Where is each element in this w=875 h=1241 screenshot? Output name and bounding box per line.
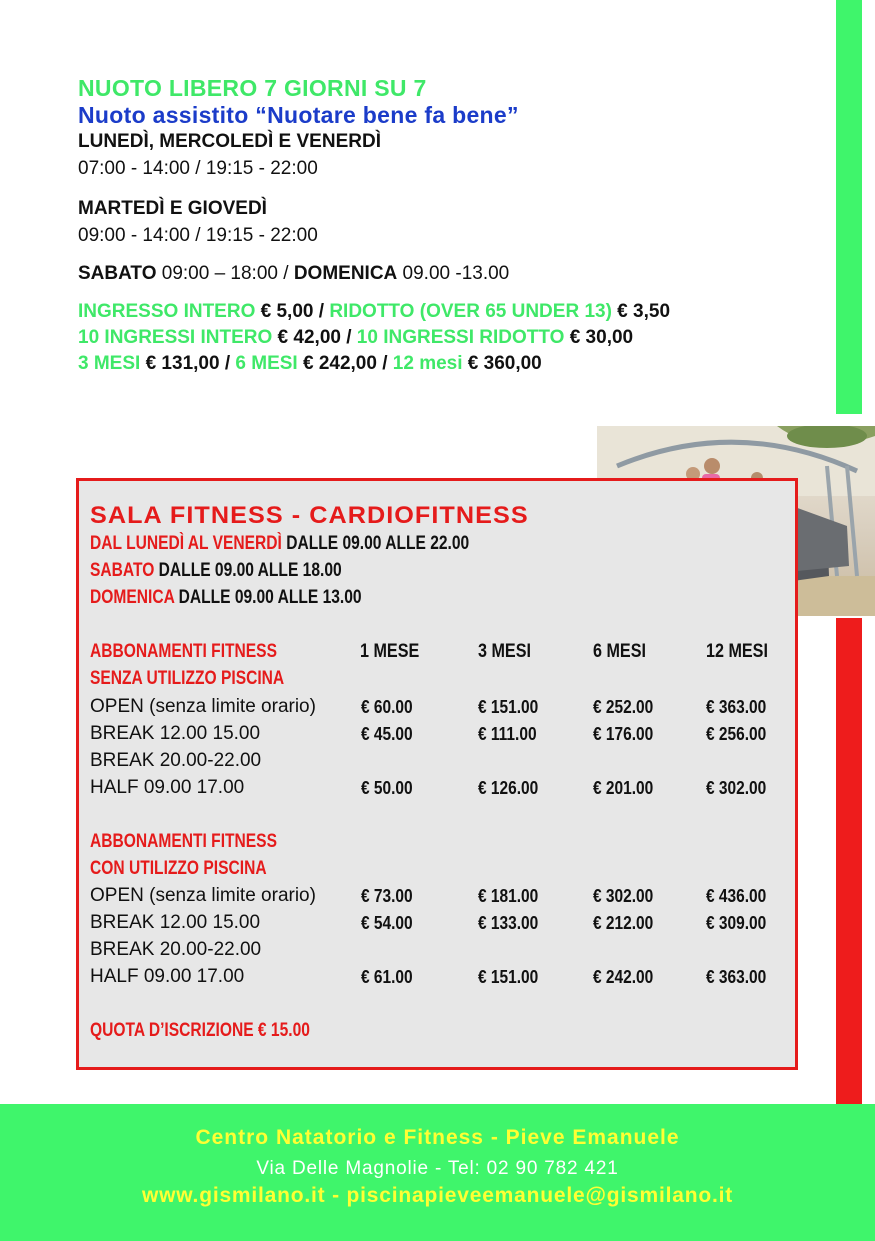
price-value: € 131,00 / [140,353,236,374]
price-value: € 5,00 / [255,301,330,322]
swimming-section [78,74,828,377]
table2-row-label: BREAK 20.00-22.00 [90,939,262,960]
hours-label: DOMENICA [90,587,175,608]
sunday-label: DOMENICA [293,263,398,284]
price-cell: € 302.00 [593,886,654,906]
price-cell: € 60.00 [361,697,413,717]
hours-label: DAL LUNEDÌ AL VENERDÌ [90,533,282,554]
price-cell: € 256.00 [706,724,767,744]
price-cell: € 176.00 [593,724,654,744]
table1-subheading: SENZA UTILIZZO PISCINA [90,668,285,689]
price-cell: € 302.00 [706,778,767,798]
table1-heading: ABBONAMENTI FITNESS [90,641,277,662]
price-cell: € 133.00 [478,913,539,933]
swim-title: NUOTO LIBERO 7 GIORNI SU 7 [78,75,427,101]
weekend-hours [78,261,828,287]
column-header-1-mese: 1 MESE [360,641,420,662]
price-cell: € 363.00 [706,697,767,717]
table1-row-label: BREAK 12.00 15.00 [90,723,261,744]
price-cell: € 212.00 [593,913,654,933]
price-value: € 360,00 [462,353,542,374]
price-cell: € 242.00 [593,967,654,987]
hours-value: DALLE 09.00 ALLE 22.00 [281,533,470,554]
price-cell: € 73.00 [361,886,413,906]
price-cell: € 363.00 [706,967,767,987]
table2-row-label: BREAK 12.00 15.00 [90,912,261,933]
price-line-1 [78,299,828,325]
days2-hours: 09:00 - 14:00 / 19:15 - 22:00 [78,225,318,246]
price-value: € 30,00 [564,327,634,348]
price-cell: € 201.00 [593,778,654,798]
price-line-2 [78,325,828,351]
price-cell: € 436.00 [706,886,767,906]
swim-subtitle: Nuoto assistito “Nuotare bene fa bene” [78,102,519,128]
price-cell: € 151.00 [478,967,539,987]
saturday-label: SABATO [78,263,157,284]
price-cell: € 252.00 [593,697,654,717]
price-cell: € 61.00 [361,967,413,987]
days1-heading: LUNEDÌ, MERCOLEDÌ E VENERDÌ [78,131,381,152]
column-header-12-mesi: 12 MESI [706,641,768,662]
price-value: € 3,50 [611,301,671,322]
price-label: RIDOTTO (OVER 65 UNDER 13) [329,301,612,322]
price-label: 3 MESI [78,353,141,374]
fitness-hours-sunday [90,587,362,609]
price-cell: € 181.00 [478,886,539,906]
table2-row-label: OPEN (senza limite orario) [90,885,316,906]
days2-heading: MARTEDÌ E GIOVEDÌ [78,198,267,219]
swim-prices [78,299,828,377]
hours-value: DALLE 09.00 ALLE 18.00 [154,560,342,581]
price-cell: € 126.00 [478,778,539,798]
column-header-6-mesi: 6 MESI [593,641,646,662]
footer-center-name: Centro Natatorio e Fitness - Pieve Emanuele [195,1126,680,1149]
price-value: € 42,00 / [272,327,357,348]
price-label: 10 INGRESSI INTERO [78,327,273,348]
fitness-hours-weekdays [90,533,469,555]
table1-row-label: HALF 09.00 17.00 [90,777,245,798]
table2-heading: ABBONAMENTI FITNESS [90,831,277,852]
hours-label: SABATO [90,560,155,581]
price-cell: € 151.00 [478,697,539,717]
price-label: INGRESSO INTERO [78,301,256,322]
price-value: € 242,00 / [297,353,393,374]
fitness-title: SALA FITNESS - CARDIOFITNESS [90,502,529,529]
table1-row-label: BREAK 20.00-22.00 [90,750,262,771]
registration-fee: QUOTA D’ISCRIZIONE € 15.00 [90,1020,310,1041]
column-header-3-mesi: 3 MESI [478,641,531,662]
decorative-green-bar [836,0,862,414]
footer-address: Via Delle Magnolie - Tel: 02 90 782 421 [256,1158,619,1179]
price-cell: € 111.00 [478,724,537,744]
price-cell: € 54.00 [361,913,413,933]
price-label: 12 mesi [392,353,463,374]
price-label: 10 INGRESSI RIDOTTO [356,327,565,348]
hours-value: DALLE 09.00 ALLE 13.00 [174,587,362,608]
price-cell: € 50.00 [361,778,413,798]
table1-row-label: OPEN (senza limite orario) [90,696,316,717]
table2-subheading: CON UTILIZZO PISCINA [90,858,267,879]
price-label: 6 MESI [235,353,298,374]
table2-row-label: HALF 09.00 17.00 [90,966,245,987]
footer-web-email[interactable]: www.gismilano.it - piscinapieveemanuele@gismilano.it [141,1184,734,1207]
days1-hours: 07:00 - 14:00 / 19:15 - 22:00 [78,158,318,179]
decorative-red-bar [836,618,862,1104]
price-line-3 [78,351,828,377]
saturday-hours: 09:00 – 18:00 / [156,263,294,284]
price-cell: € 309.00 [706,913,767,933]
price-cell: € 45.00 [361,724,413,744]
sunday-hours: 09.00 -13.00 [397,263,510,284]
fitness-hours-saturday [90,560,342,582]
